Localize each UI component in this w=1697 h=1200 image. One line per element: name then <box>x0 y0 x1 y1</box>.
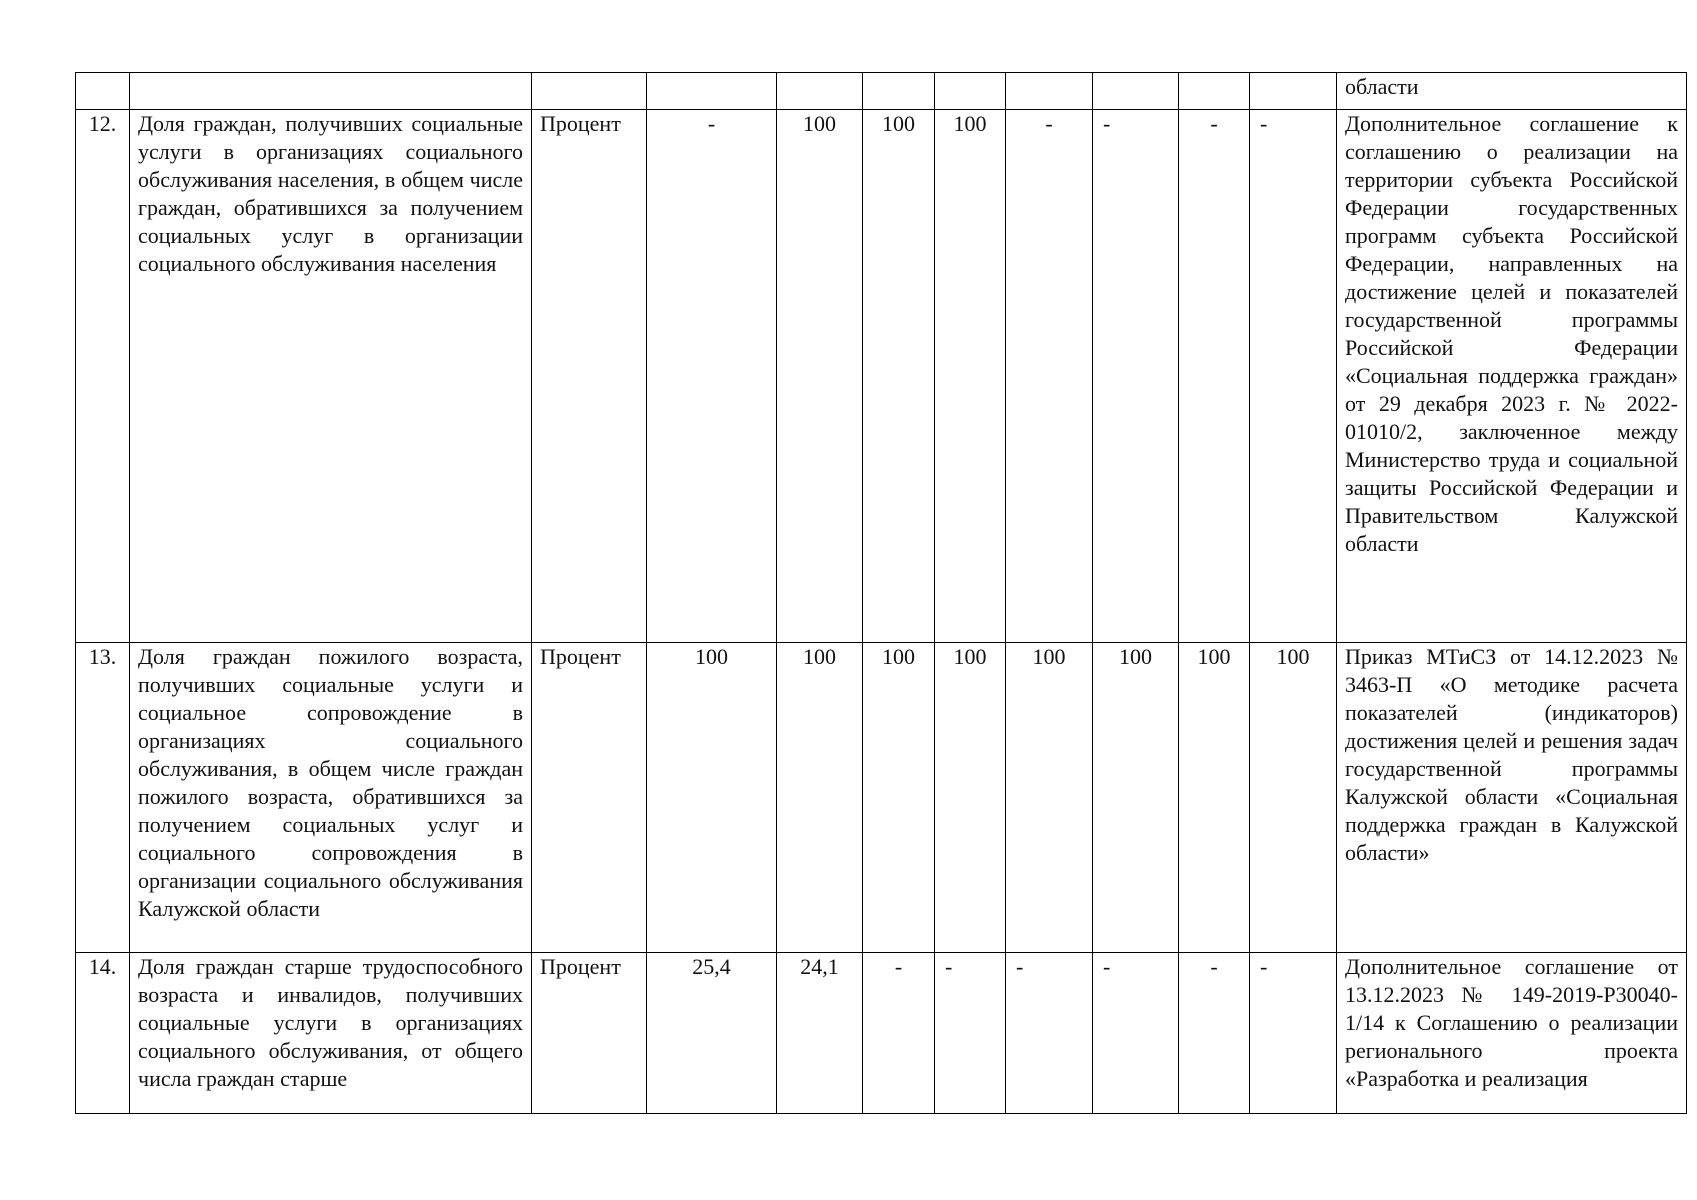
source-document: Приказ МТиСЗ от 14.12.2023 № 3463-П «О методике расчета показателей (индикаторов) достижения целей и решения задач государственной программы Калужской области «Социальная поддержка граждан в Калужской области» <box>1337 643 1687 953</box>
value-cell: 100 <box>863 643 935 953</box>
value-cell: 24,1 <box>777 953 863 1114</box>
unit-cell: Процент <box>532 953 647 1114</box>
value-cell: 100 <box>1250 643 1337 953</box>
unit-cell: Процент <box>532 110 647 643</box>
value-cell <box>647 73 777 110</box>
table-row <box>76 643 1687 953</box>
value-cell <box>935 73 1006 110</box>
value-cell: 25,4 <box>647 953 777 1114</box>
value-cell: - <box>863 953 935 1114</box>
value-cell: - <box>1006 110 1093 643</box>
value-cell: 100 <box>935 110 1006 643</box>
indicators-table <box>75 72 1687 1114</box>
table-row <box>76 953 1687 1114</box>
value-cell: 100 <box>1179 643 1250 953</box>
table-row <box>76 110 1687 643</box>
source-document: Дополнительное соглашение от 13.12.2023 № 149-2019-Р30040-1/14 к Соглашению о реализации регионального проекта «Разработка и реализация <box>1337 953 1687 1114</box>
value-cell: 100 <box>777 643 863 953</box>
value-cell <box>777 73 863 110</box>
value-cell: 100 <box>1093 643 1179 953</box>
value-cell <box>1006 73 1093 110</box>
source-document: области <box>1337 73 1687 110</box>
value-cell: - <box>1006 953 1093 1114</box>
value-cell: 100 <box>1006 643 1093 953</box>
row-number: 12. <box>76 110 130 643</box>
value-cell: - <box>647 110 777 643</box>
indicator-name: Доля граждан старше трудоспособного возраста и инвалидов, получивших социальные услуги в организациях социального обслуживания, от общего числа граждан старше <box>130 953 532 1114</box>
value-cell: 100 <box>935 643 1006 953</box>
table-row <box>76 73 1687 110</box>
unit-cell <box>532 73 647 110</box>
value-cell: 100 <box>863 110 935 643</box>
indicator-name: Доля граждан, получивших социальные услуги в организациях социального обслуживания населения, в общем числе граждан, обратившихся за получением социальных услуг в организации социального обслуживания населения <box>130 110 532 643</box>
indicator-name: Доля граждан пожилого возраста, получивших социальные услуги и социальное сопровождение в организациях социального обслуживания, в общем числе граждан пожилого возраста, обратившихся за получением социальных услуг и социального сопровождения в организации социального обслуживания Калужской области <box>130 643 532 953</box>
row-number: 13. <box>76 643 130 953</box>
value-cell: - <box>935 953 1006 1114</box>
row-number: 14. <box>76 953 130 1114</box>
value-cell: - <box>1250 953 1337 1114</box>
unit-cell: Процент <box>532 643 647 953</box>
source-document: Дополнительное соглашение к соглашению о реализации на территории субъекта Российской Федерации государственных программ субъекта Российской Федерации, направленных на достижение целей и показателей государственной программы Российской Федерации «Социальная поддержка граждан» от 29 декабря 2023 г. № 2022-01010/2, заключенное между Министерство труда и социальной защиты Российской Федерации и Правительством Калужской области <box>1337 110 1687 643</box>
value-cell <box>1093 73 1179 110</box>
value-cell: - <box>1093 110 1179 643</box>
value-cell <box>1179 73 1250 110</box>
row-number <box>76 73 130 110</box>
indicator-name <box>130 73 532 110</box>
value-cell <box>863 73 935 110</box>
value-cell: 100 <box>777 110 863 643</box>
value-cell: 100 <box>647 643 777 953</box>
value-cell: - <box>1093 953 1179 1114</box>
value-cell: - <box>1250 110 1337 643</box>
value-cell: - <box>1179 110 1250 643</box>
value-cell: - <box>1179 953 1250 1114</box>
value-cell <box>1250 73 1337 110</box>
